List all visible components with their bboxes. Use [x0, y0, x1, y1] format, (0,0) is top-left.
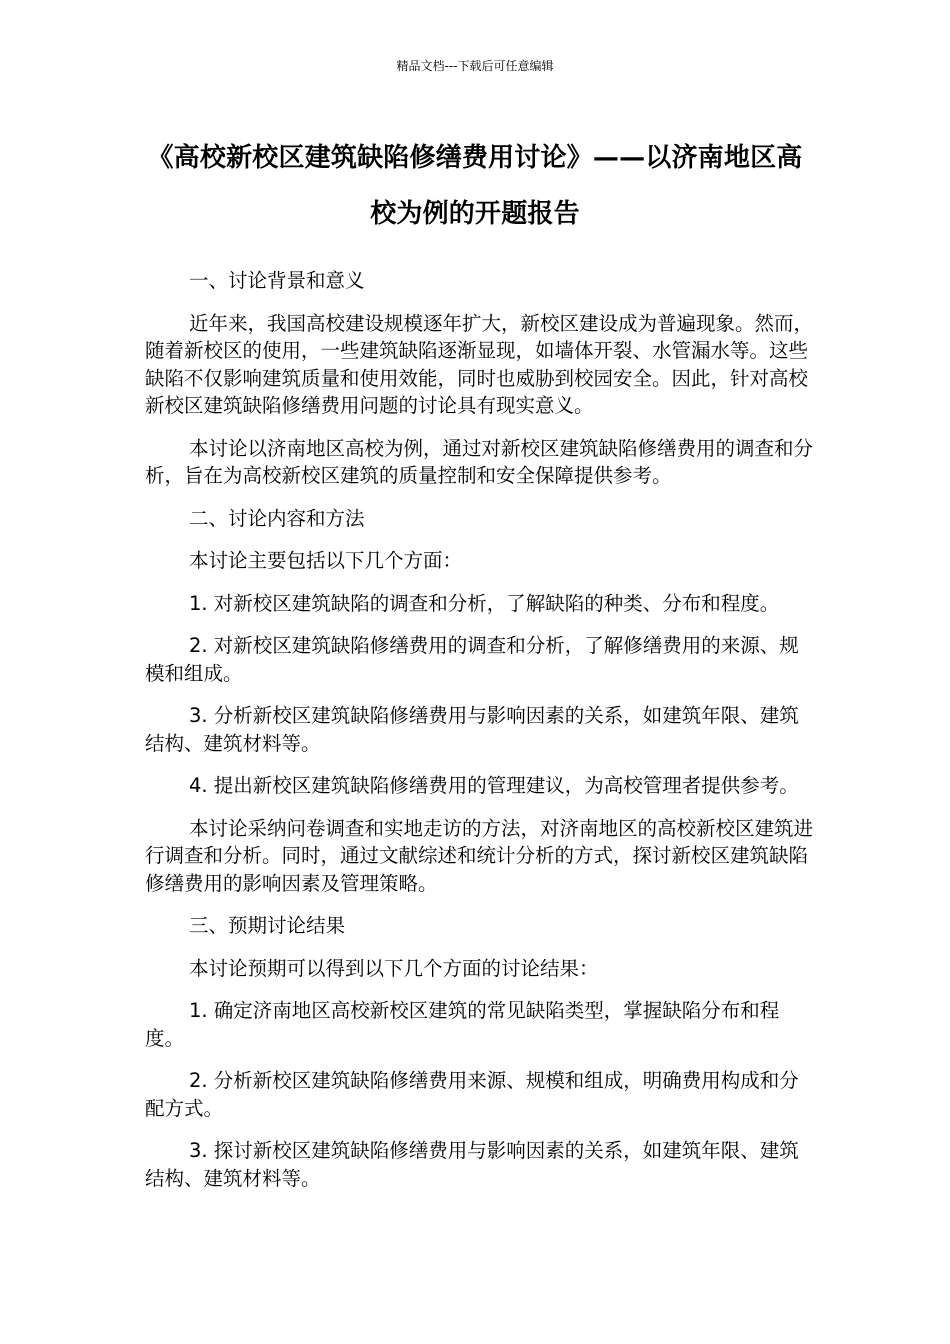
section-heading: 三、预期讨论结果 — [189, 914, 346, 937]
list-item: 3. 探讨新校区建筑缺陷修缮费用与影响因素的关系，如建筑年限、建筑结构、建筑材料等。 — [145, 1139, 799, 1190]
list-item: 2. 分析新校区建筑缺陷修缮费用来源、规模和组成，明确费用构成和分配方式。 — [145, 1069, 799, 1120]
list-item: 1. 确定济南地区高校新校区建筑的常见缺陷类型，掌握缺陷分布和程度。 — [145, 999, 780, 1050]
body-paragraph: 本讨论采纳问卷调查和实地走访的方法，对济南地区的高校新校区建筑进行调查和分析。同时，通过文献综述和统计分析的方式，探讨新校区建筑缺陷修缮费用的影响因素及管理策略。 — [145, 816, 814, 895]
body-paragraph: 本讨论预期可以得到以下几个方面的讨论结果： — [189, 956, 599, 980]
body-paragraph: 本讨论以济南地区高校为例，通过对新校区建筑缺陷修缮费用的调查和分析，旨在为高校新校区建筑的质量控制和安全保障提供参考。 — [145, 436, 814, 487]
section-heading: 一、讨论背景和意义 — [189, 269, 365, 292]
list-item: 1. 对新校区建筑缺陷的调查和分析，了解缺陷的种类、分布和程度。 — [189, 591, 780, 615]
list-item: 2. 对新校区建筑缺陷修缮费用的调查和分析，了解修缮费用的来源、规模和组成。 — [145, 634, 799, 685]
section-heading: 二、讨论内容和方法 — [189, 506, 365, 530]
body-paragraph: 近年来，我国高校建设规模逐年扩大，新校区建设成为普遍现象。然而，随着新校区的使用，一些建筑缺陷逐渐显现，如墙体开裂、水管漏水等。这些缺陷不仅影响建筑质量和使用效能，同时也威胁到校园安全。因此，针对高校新校区建筑缺陷修缮费用问题的讨论具有现实意义。 — [145, 311, 814, 417]
document-title: 《高校新校区建筑缺陷修缮费用讨论》——以济南地区高校为例的开题报告 — [147, 143, 803, 229]
list-item: 4. 提出新校区建筑缺陷修缮费用的管理建议，为高校管理者提供参考。 — [189, 774, 799, 797]
list-item: 3. 分析新校区建筑缺陷修缮费用与影响因素的关系，如建筑年限、建筑结构、建筑材料等。 — [145, 704, 799, 755]
body-paragraph: 本讨论主要包括以下几个方面： — [189, 549, 463, 572]
document-body — [145, 267, 813, 1207]
header-note: 精品文档---下载后可任意编辑 — [396, 59, 554, 73]
